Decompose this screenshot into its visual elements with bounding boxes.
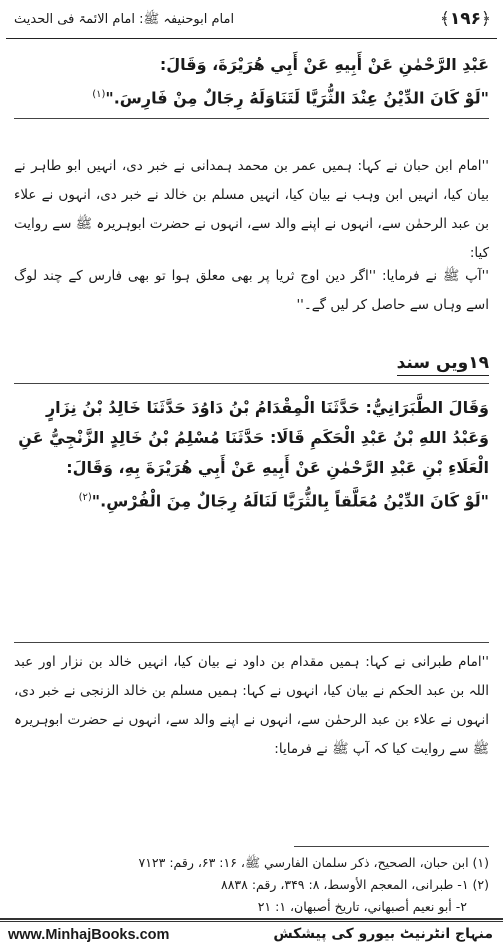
footnote-2: (۲) ۱- طبرانی، المعجم الأوسط، ۸: ۳۴۹، رقم: ۸۸۳۸ [220,877,489,892]
website-link[interactable]: www.MinhajBooks.com [8,927,170,943]
divider [14,118,489,119]
arabic-line: الْعَلَاءِ بْنِ عَبْدِ الرَّحْمٰنِ عَنْ أَبِيهِ عَنْ أَبِي هُرَيْرَةَ بِهِ، وَقَالَ: [66,458,489,477]
arabic-line: عَبْدِ الرَّحْمٰنِ عَنْ أَبِيهِ عَنْ أَبِي هُرَيْرَةَ، وَقَالَ: [159,55,489,74]
footnote-rule [294,846,489,847]
urdu-paragraph: ''امام ابن حبان نے کہا: ہمیں عمر بن محمد ہمدانی نے خبر دی، انہیں ابو طاہر نے بیان کیا، انہیں ابن وہب نے بیان کیا، انہیں مسلم بن خالد نے خبر دی، انہوں نے علاء بن عبد الرحمٰن سے، انہوں نے اپنے والد سے، انہوں نے حضرت ابوہریرہ ﷺ سے روایت کیا: [14,158,489,261]
section-heading: ۱۹ویں سند [397,353,489,376]
urdu-translation [14,152,489,268]
arabic-quote [14,483,489,516]
bracket-right: ﴿ [481,9,491,29]
footnote-1: (۱) ابن حبان، الصحیح، ذکر سلمان الفارسي ﷺ، ۱۶: ۶۳، رقم: ۷۱۲۳ [138,855,489,870]
page-number-value: ۱۹۶ [449,9,482,29]
tabarani-chain [14,393,489,516]
footnote-ref[interactable]: (۲) [78,492,92,503]
urdu-translation-2 [14,262,489,320]
arabic-line: وَقَالَ الطَّبَرَانِيُّ: حَدَّثَنَا الْمِقْدَامُ بْنُ دَاوُدَ حَدَّثَنَا خَالِدُ بْنُ نِزَارٍ [45,398,489,417]
footnote-ref[interactable]: (۱) [92,89,106,100]
footnote-3: ۲- أبو نعیم أصبهاني، تاریخ أصبهان، ۱: ۲۱ [257,899,467,914]
arabic-quote [14,80,489,113]
urdu-paragraph: ''امام طبرانی نے کہا: ہمیں مقدام بن داود نے بیان کیا، انہیں خالد بن نزار اور عبد اللہ بن عبد الحکم نے بیان کیا، انہوں نے کہا: ہمیں مسلم بن خالد الزنجی نے خبر دی، انہوں نے علاء بن عبد الرحمٰن سے، انہوں نے اپنے والد سے، انہوں نے حضرت ابوہریرہ ﷺ سے روایت کیا کہ آپ ﷺ نے فرمایا: [14,654,489,757]
running-title: امام ابوحنیفہ ﷺ: امام الائمۃ فی الحدیث [14,12,235,27]
hadith-text-continued [14,50,489,113]
urdu-translation-3 [14,648,489,764]
bracket-left: ﴾ [439,9,450,29]
arabic-quote-text: "لَوْ كَانَ الدِّيْنُ مُعَلَّقاً بِالثُّرَيَّا لَنَالَهُ رِجَالٌ مِنَ الْفُرْسِ." [91,491,489,511]
publisher-credit: منہاج انٹرنیٹ بیورو کی پیشکش [273,926,493,942]
footer-rule [0,918,503,920]
page-number [440,8,491,29]
footer-rule-thin [0,921,503,922]
arabic-quote-text: "لَوْ كَانَ الدِّيْنُ عِنْدَ الثُّرَيَّا لَتَنَاوَلَهُ رِجَالٌ مِنْ فَارِسَ." [105,88,489,108]
urdu-paragraph: ''آپ ﷺ نے فرمایا: ''اگر دین اوج ثریا پر بھی معلق ہوا تو بھی فارس کے چند لوگ اسے وہاں سے حاصل کر لیں گے۔'' [14,268,489,313]
footnotes [14,852,489,918]
page-header [8,8,495,40]
arabic-line: وَعَبْدُ اللهِ بْنُ عَبْدِ الْحَكَمِ قَالَا: حَدَّثَنَا مُسْلِمُ بْنُ خَالِدٍ الزَّنْجِيُّ عَنِ [18,428,489,447]
section-rule [14,383,489,384]
header-rule [6,38,497,39]
divider [14,642,489,643]
